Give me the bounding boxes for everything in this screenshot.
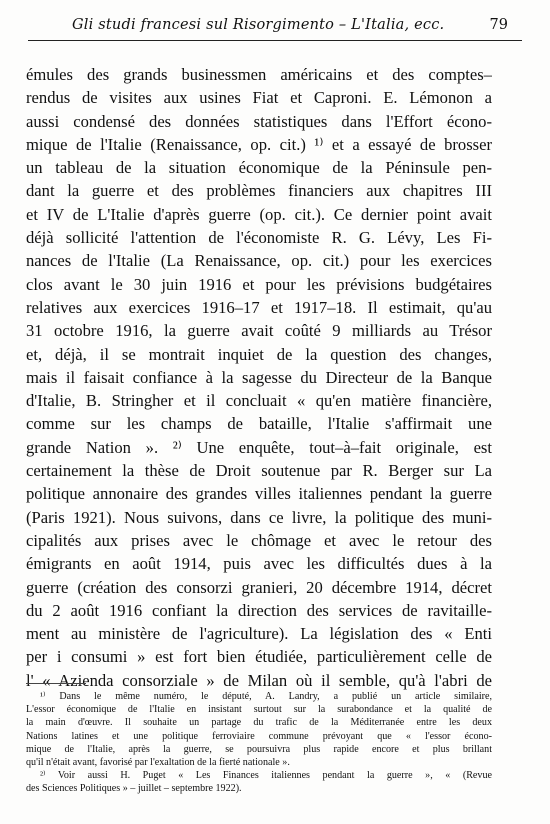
- body-line: et, déjà, il se montrait inquiet de la question des changes,: [26, 344, 492, 364]
- footnote-line: L'essor économique de l'Italie en insistant surtout sur la surabondance et la qualité de: [26, 704, 492, 716]
- body-line: mique de l'Italie (Renaissance, op. cit.) ¹⁾ et a essayé de brosser: [26, 134, 492, 154]
- running-title: Gli studi francesi sul Risorgimento – L'Italia, ecc.: [72, 17, 445, 33]
- body-line: 31 octobre 1916, la guerre avait coûté 9 milliards au Trésor: [26, 321, 492, 341]
- body-line: l' « Azienda consorziale » de Milan où il semble, qu'à l'abri de: [26, 670, 492, 690]
- footnote-line: la main d'œuvre. Il souhaite un partage du trafic de la Méditerranée entre les deux: [26, 717, 492, 729]
- body-line: grande Nation ». ²⁾ Une enquête, tout–à–fait originale, est: [26, 437, 492, 457]
- body-line: mais il faisait confiance à la sagesse du Directeur de la Banque: [26, 367, 492, 387]
- body-line: certainement la thèse de Droit soutenue par R. Berger sur La: [26, 461, 492, 481]
- body-line: du 2 août 1916 confiant la direction des services de ravitaille-: [26, 600, 492, 620]
- body-line: politique annonaire des grandes villes italiennes pendant la guerre: [26, 484, 492, 504]
- body-text: [26, 63, 492, 692]
- body-line: et IV de L'Italie d'après guerre (op. cit.). Ce dernier point avait: [26, 204, 492, 224]
- body-line: per i consumi » est fort bien étudiée, particulièrement celle de: [26, 647, 492, 667]
- footnote-line: qu'il n'était avant, favorisé par l'exaltation de la fierté nationale ».: [26, 756, 290, 768]
- body-line: nances de l'Italie (La Renaissance, op. cit.) pour les exercices: [26, 251, 492, 271]
- footnote-line: des Sciences Politiques » – juillet – septembre 1922).: [26, 783, 242, 795]
- body-line: (Paris 1921). Nous suivons, dans ce livre, la politique des muni-: [26, 507, 492, 527]
- body-line: aussi condensé des données statistiques dans l'Effort écono-: [26, 111, 492, 131]
- body-line: d'Italie, B. Stringher et il concluait « qu'en matière financière,: [26, 391, 492, 411]
- footnotes: [26, 690, 492, 796]
- body-line: guerre (création des consorzi granieri, 20 décembre 1914, décret: [26, 577, 492, 597]
- footnote-separator: [26, 683, 86, 684]
- body-line: un tableau de la situation économique de la Péninsule pen-: [26, 158, 492, 178]
- running-header: [28, 13, 522, 43]
- footnote-line: Nations latines et une politique ferroviaire commune prévoyant que « l'essor écono-: [26, 730, 492, 742]
- body-line: émigrants en août 1914, puis avec les difficultés dues à la: [26, 554, 492, 574]
- body-line: relatives aux exercices 1916–17 et 1917–18. Il estimait, qu'au: [26, 297, 492, 317]
- body-line: rendus de visites aux usines Fiat et Caproni. E. Lémonon a: [26, 88, 492, 108]
- footnote-line: ¹⁾ Dans le même numéro, le député, A. Landry, a publié un article similaire,: [40, 691, 492, 702]
- body-line: dant la guerre et des problèmes financiers aux chapitres III: [26, 181, 492, 201]
- footnote-line: ²⁾ Voir aussi H. Puget « Les Finances italiennes pendant la guerre », « (Revue: [40, 770, 492, 782]
- page-number: 79: [489, 17, 508, 33]
- body-line: cipalités aux prises avec le chômage et avec le retour des: [26, 530, 492, 550]
- body-line: comme sur les champs de bataille, l'Italie s'affirmait une: [26, 414, 492, 434]
- body-line: clos avant le 30 juin 1916 et pour les prévisions budgétaires: [26, 274, 492, 294]
- body-line: émules des grands businessmen américains et des comptes–: [26, 65, 492, 84]
- footnote-line: mique de l'Italie, après la guerre, se poursuivra plus rapide encore et plus brillant: [26, 743, 492, 755]
- header-rule: [28, 40, 522, 41]
- body-line: ment au ministère de l'agriculture). La législation des « Enti: [26, 624, 492, 644]
- body-line: déjà sollicité l'attention de l'économiste R. G. Lévy, Les Fi-: [26, 228, 492, 248]
